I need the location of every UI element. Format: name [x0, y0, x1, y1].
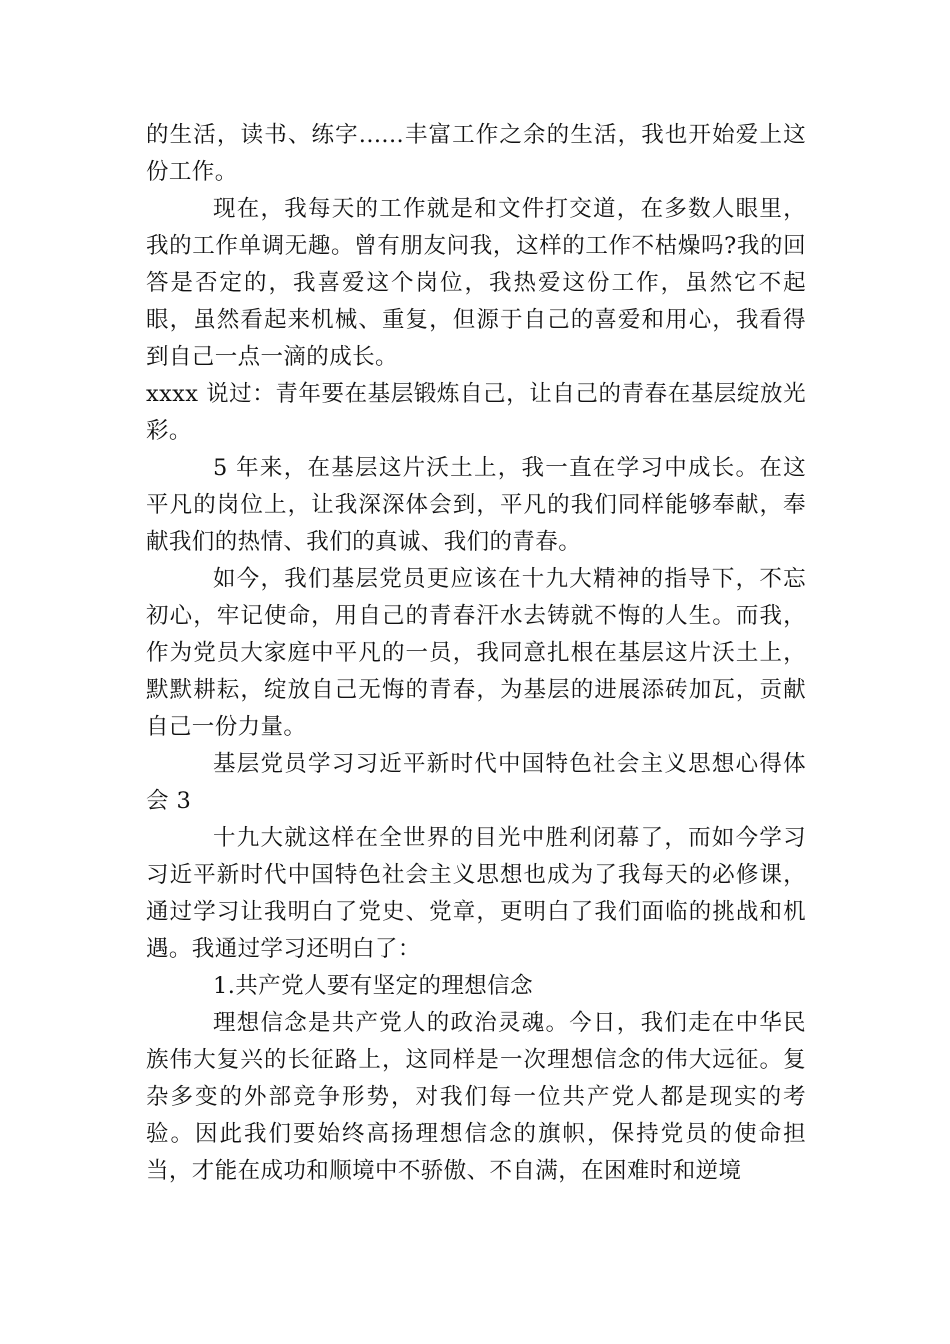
paragraph-7: 十九大就这样在全世界的目光中胜利闭幕了，而如今学习习近平新时代中国特色社会主义思想也成为了我每天的必修课，通过学习让我明白了党史、党章，更明白了我们面临的挑战和机遇。我通过学习还明白了： [146, 825, 806, 962]
numbered-point-1: 1.共产党人要有坚定的理想信念 [213, 973, 533, 999]
paragraph-4: 5 年来，在基层这片沃土上，我一直在学习中成长。在这平凡的岗位上，让我深深体会到，平凡的我们同样能够奉献，奉献我们的热情、我们的真诚、我们的青春。 [146, 455, 806, 555]
paragraph-3: xxxx 说过：青年要在基层锻炼自己，让自己的青春在基层绽放光彩。 [146, 381, 806, 444]
paragraph-2: 现在，我每天的工作就是和文件打交道，在多数人眼里，我的工作单调无趣。曾有朋友问我，这样的工作不枯燥吗?我的回答是否定的，我喜爱这个岗位，我热爱这份工作，虽然它不起眼，虽然看起来机械、重复，但源于自己的喜爱和用心，我看得到自己一点一滴的成长。 [146, 196, 806, 370]
section-heading: 基层党员学习习近平新时代中国特色社会主义思想心得体会 3 [146, 751, 806, 814]
paragraph-5: 如今，我们基层党员更应该在十九大精神的指导下，不忘初心，牢记使命，用自己的青春汗水去铸就不悔的人生。而我，作为党员大家庭中平凡的一员，我同意扎根在基层这片沃土上，默默耕耘，绽放自己无悔的青春，为基层的进展添砖加瓦，贡献自己一份力量。 [146, 566, 806, 740]
paragraph-1: 的生活，读书、练字......丰富工作之余的生活，我也开始爱上这份工作。 [146, 122, 806, 185]
document-page [146, 117, 806, 1190]
paragraph-9: 理想信念是共产党人的政治灵魂。今日，我们走在中华民族伟大复兴的长征路上，这同样是一次理想信念的伟大远征。复杂多变的外部竞争形势，对我们每一位共产党人都是现实的考验。因此我们要始终高扬理想信念的旗帜，保持党员的使命担当，才能在成功和顺境中不骄傲、不自满，在困难时和逆境 [146, 1010, 806, 1184]
